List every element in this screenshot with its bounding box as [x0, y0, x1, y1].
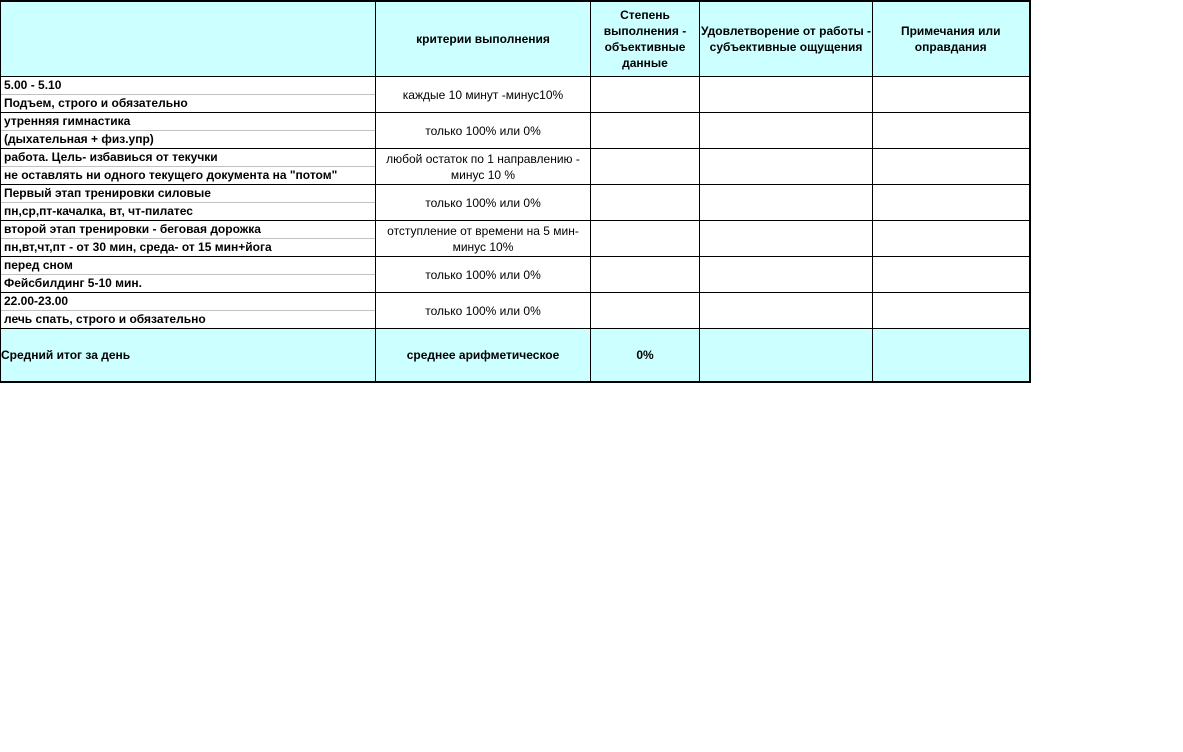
total-value-cell[interactable]: 0% [591, 329, 700, 383]
activity-cell[interactable] [1, 113, 376, 149]
subjective-cell[interactable] [700, 149, 873, 185]
notes-cell[interactable] [873, 77, 1030, 113]
table-row [1, 77, 1030, 113]
activity-cell[interactable] [1, 257, 376, 293]
notes-cell[interactable] [873, 149, 1030, 185]
total-subjective-cell[interactable] [700, 329, 873, 383]
criteria-cell[interactable]: только 100% или 0% [376, 185, 591, 221]
total-row [1, 329, 1030, 383]
header-cell-notes[interactable]: Примечания или оправдания [873, 1, 1030, 77]
objective-cell[interactable] [591, 77, 700, 113]
subjective-cell[interactable] [700, 77, 873, 113]
notes-cell[interactable] [873, 221, 1030, 257]
activity-description: (дыхательная + физ.упр) [4, 132, 154, 146]
notes-cell[interactable] [873, 185, 1030, 221]
activity-description: лечь спать, строго и обязательно [4, 312, 206, 326]
subjective-cell[interactable] [700, 293, 873, 329]
subjective-cell[interactable] [700, 221, 873, 257]
subjective-cell[interactable] [700, 113, 873, 149]
table-row [1, 149, 1030, 185]
activity-time: 5.00 - 5.10 [1, 77, 375, 95]
activity-description: Фейсбилдинг 5-10 мин. [4, 276, 142, 290]
table-row [1, 257, 1030, 293]
notes-cell[interactable] [873, 113, 1030, 149]
objective-cell[interactable] [591, 257, 700, 293]
activity-cell[interactable] [1, 77, 376, 113]
criteria-cell[interactable]: любой остаток по 1 направлению - минус 10 % [376, 149, 591, 185]
criteria-cell[interactable]: только 100% или 0% [376, 257, 591, 293]
activity-time: Первый этап тренировки силовые [1, 185, 375, 203]
activity-description: пн,ср,пт-качалка, вт, чт-пилатес [4, 204, 193, 218]
subjective-cell[interactable] [700, 257, 873, 293]
total-notes-cell[interactable] [873, 329, 1030, 383]
table-row [1, 293, 1030, 329]
header-cell-subjective[interactable]: Удовлетворение от работы - субъективные ощущения [700, 1, 873, 77]
activity-time: утренняя гимнастика [1, 113, 375, 131]
activity-description: Подъем, строго и обязательно [4, 96, 188, 110]
objective-cell[interactable] [591, 221, 700, 257]
subjective-cell[interactable] [700, 185, 873, 221]
notes-cell[interactable] [873, 293, 1030, 329]
activity-time: второй этап тренировки - беговая дорожка [1, 221, 375, 239]
total-criteria-cell[interactable]: среднее арифметическое [376, 329, 591, 383]
header-cell-activity[interactable] [1, 1, 376, 77]
table-row [1, 221, 1030, 257]
activity-time: работа. Цель- избавиься от текучки [1, 149, 375, 167]
activity-time: 22.00-23.00 [1, 293, 375, 311]
activity-time: перед сном [1, 257, 375, 275]
activity-cell[interactable] [1, 221, 376, 257]
activity-cell[interactable] [1, 293, 376, 329]
objective-cell[interactable] [591, 185, 700, 221]
notes-cell[interactable] [873, 257, 1030, 293]
table-row [1, 185, 1030, 221]
header-cell-objective[interactable]: Степень выполнения - объективные данные [591, 1, 700, 77]
table-row [1, 113, 1030, 149]
objective-cell[interactable] [591, 113, 700, 149]
activity-description: не оставлять ни одного текущего документа на "потом" [4, 168, 338, 182]
activity-cell[interactable] [1, 185, 376, 221]
criteria-cell[interactable]: отступление от времени на 5 мин- минус 10% [376, 221, 591, 257]
spreadsheet-table [0, 0, 1031, 383]
objective-cell[interactable] [591, 293, 700, 329]
criteria-cell[interactable]: только 100% или 0% [376, 293, 591, 329]
criteria-cell[interactable]: только 100% или 0% [376, 113, 591, 149]
activity-cell[interactable] [1, 149, 376, 185]
criteria-cell[interactable]: каждые 10 минут -минус10% [376, 77, 591, 113]
objective-cell[interactable] [591, 149, 700, 185]
activity-description: пн,вт,чт,пт - от 30 мин, среда- от 15 мин+йога [4, 240, 272, 254]
header-row [1, 1, 1030, 77]
total-label-cell[interactable]: Средний итог за день [1, 329, 376, 383]
header-cell-criteria[interactable]: критерии выполнения [376, 1, 591, 77]
